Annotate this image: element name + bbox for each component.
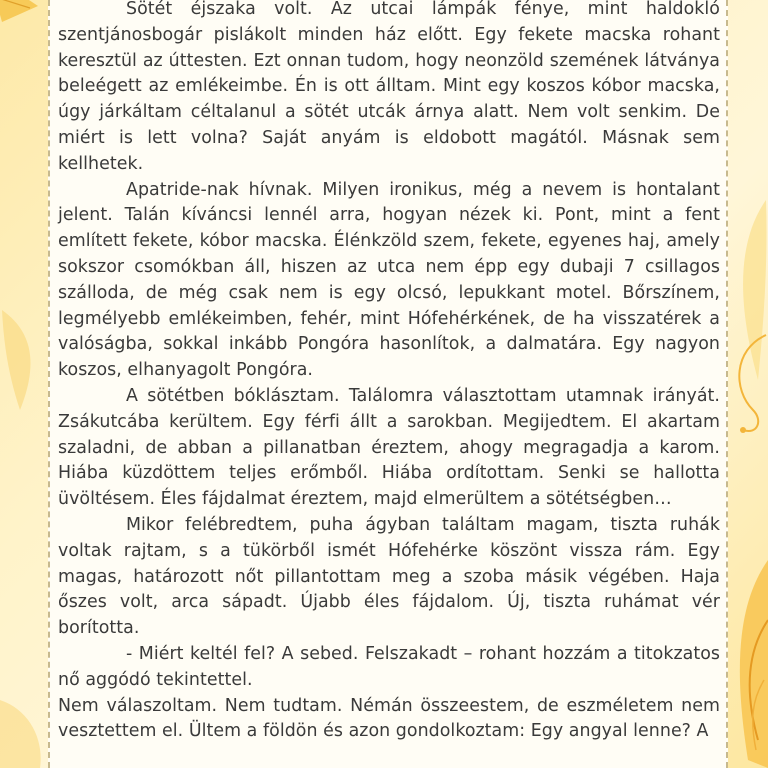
story-paragraph-5: - Miért keltél fel? A sebed. Felszakadt – rohant hozzám a titokzatos nő aggódó tekintettel. bbox=[58, 643, 720, 690]
story-text bbox=[58, 0, 720, 745]
autumn-leaf-bottom-right-decoration bbox=[728, 560, 768, 768]
story-paragraph-1: Sötét éjszaka volt. Az utcai lámpák fénye, mint haldokló szentjánosbogár pislákolt minden ház előtt. Egy fekete macska rohant keresztül az úttesten. Ezt onnan tudom, hogy neonzöld szemének látványa beleégett az emlékeimbe. Én is ott álltam. Mint egy koszos kóbor macska, úgy járkáltam céltalanul a sötét utcák árnya alatt. Nem volt senkim. De miért is lett volna? Saját anyám is eldobott magától. Másnak sem kellhetek. bbox=[58, 0, 720, 174]
story-paragraph-2: Apatride-nak hívnak. Milyen ironikus, még a nevem is hontalant jelent. Talán kíváncsi lennél arra, hogyan nézek ki. Pont, mint a fent említett fekete, kóbor macska. Élénkzöld szem, fekete, egyenes haj, amely sokszor csomókban áll, hiszen az utca nem épp egy dubaji 7 csillagos szálloda, de még csak nem is egy olcsó, lepukkant motel. Bőrszínem, legmélyebb emlékeimben, fehér, mint Hófehérkének, de ha visszatérek a valóságba, sokkal inkább Pongóra hasonlítok, a dalmatára. Egy nagyon koszos, elhanyagolt Pongóra. bbox=[58, 179, 720, 381]
story-paragraph-4: Mikor felébredtem, puha ágyban találtam magam, tiszta ruhák voltak rajtam, s a tükörből ismét Hófehérke köszönt vissza rám. Egy magas, határozott nőt pillantottam meg a szoba másik végében. Haja őszes volt, arca sápadt. Újabb éles fájdalom. Új, tiszta ruhámat vér borította. bbox=[58, 514, 720, 639]
document-page bbox=[48, 0, 728, 768]
story-paragraph-3: A sötétben bóklásztam. Találomra választottam utamnak irányát. Zsákutcába kerültem. Egy férfi állt a sarokban. Megijedtem. El akartam szaladni, de abban a pillanatban éreztem, ahogy megragadja a karom. Hiába küzdöttem teljes erőmből. Hiába ordítottam. Senki se hallotta üvöltésem. Éles fájdalmat éreztem, majd elmerültem a sötétségben… bbox=[58, 385, 720, 510]
story-paragraph-6: Nem válaszoltam. Nem tudtam. Némán összeestem, de eszméletem nem vesztettem el. Ültem a földön és azon gondolkoztam: Egy angyal lenne? A bbox=[58, 695, 720, 742]
autumn-leaf-left-decoration bbox=[0, 300, 46, 420]
autumn-leaf-top-left-decoration bbox=[0, 0, 50, 32]
autumn-leaf-bottom-left-decoration bbox=[0, 690, 48, 768]
swirl-ornament-right-decoration bbox=[728, 330, 768, 440]
